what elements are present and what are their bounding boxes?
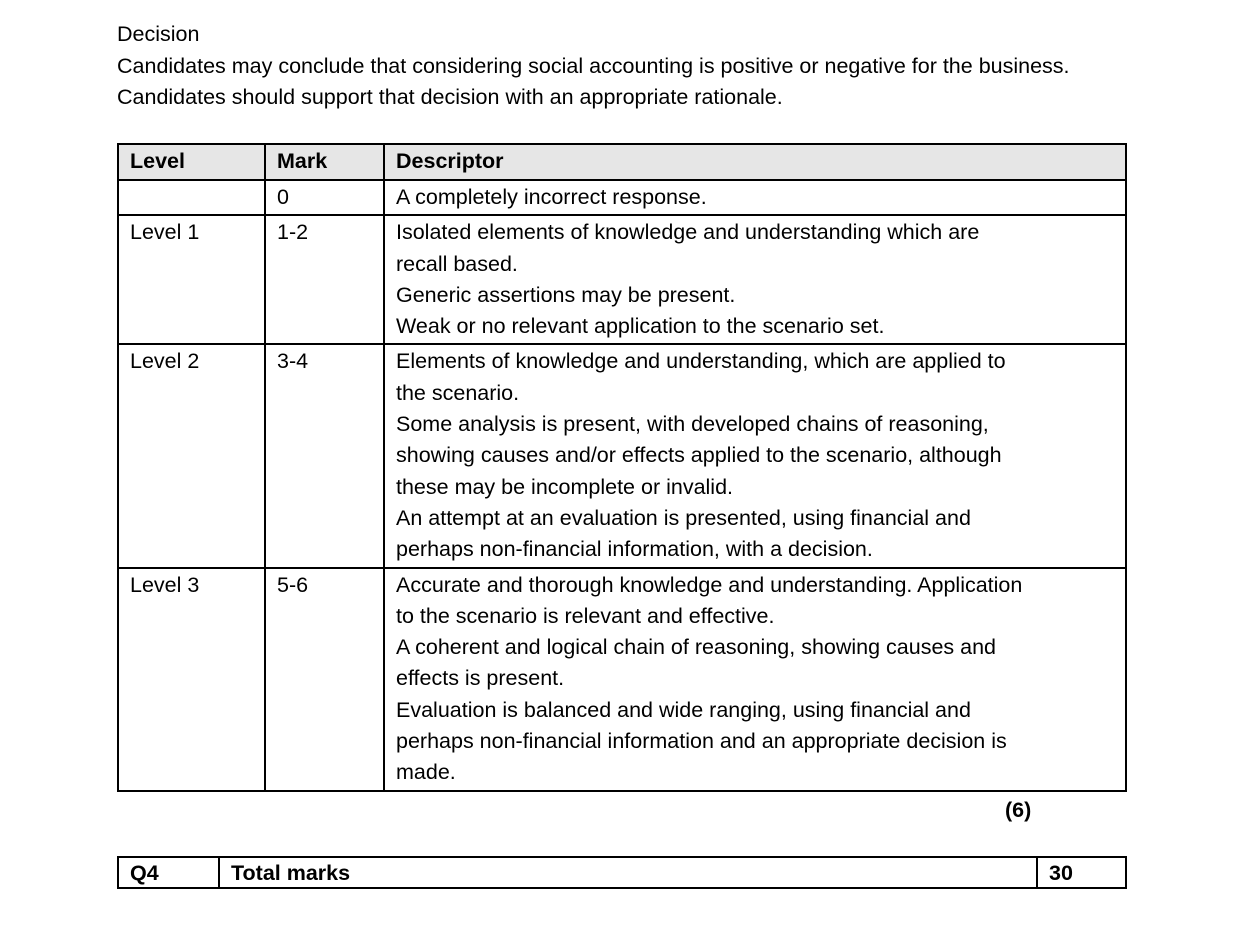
descriptor-line: the scenario. [396,380,520,405]
total-marks-table [117,856,1127,889]
table-row [118,180,1126,215]
section-heading: Decision [117,22,200,46]
total-value: 30 [1037,857,1126,888]
mark-cell: 1-2 [265,215,384,344]
descriptor-line: Elements of knowledge and understanding, which are applied to [396,349,1006,374]
table-row [118,344,1126,567]
question-number: Q4 [118,857,219,888]
intro [117,19,1070,114]
header-mark: Mark [265,144,384,180]
descriptor-line: Isolated elements of knowledge and understanding which are [396,220,980,245]
descriptor-line: An attempt at an evaluation is presented, using financial and [396,505,971,530]
mark-scheme-table [117,143,1127,792]
level-cell: Level 3 [118,568,265,791]
descriptor-line: Weak or no relevant application to the scenario set. [396,314,885,339]
level-cell [118,180,265,215]
mark-cell: 3-4 [265,344,384,567]
level-cell: Level 1 [118,215,265,344]
descriptor-line: Generic assertions may be present. [396,282,736,307]
descriptor-line: Accurate and thorough knowledge and understanding. Application [396,572,1023,597]
descriptor-cell [384,568,1126,791]
intro-line: Candidates should support that decision with an appropriate rationale. [117,85,783,109]
descriptor-line: perhaps non-financial information and an appropriate decision is [396,729,1007,754]
level-cell: Level 2 [118,344,265,567]
intro-line: Candidates may conclude that considering social accounting is positive or negative for the business. [117,53,1070,78]
descriptor-line: Evaluation is balanced and wide ranging, using financial and [396,697,971,722]
descriptor-line: to the scenario is relevant and effective. [396,603,775,628]
total-label: Total marks [219,857,1037,888]
marks-available: (6) [1005,798,1032,822]
descriptor-line: showing causes and/or effects applied to the scenario, although [396,443,1002,468]
descriptor-line: made. [396,760,456,785]
table-header-row [118,144,1126,180]
descriptor-line: A completely incorrect response. [396,185,707,209]
descriptor-cell [384,344,1126,567]
descriptor-line: these may be incomplete or invalid. [396,474,734,499]
descriptor-line: perhaps non-financial information, with a decision. [396,537,873,562]
descriptor-cell [384,180,1126,215]
descriptor-line: Some analysis is present, with developed chains of reasoning, [396,412,989,437]
descriptor-line: recall based. [396,251,518,276]
mark-cell: 5-6 [265,568,384,791]
descriptor-cell [384,215,1126,344]
total-row [118,857,1126,888]
header-level: Level [118,144,265,180]
descriptor-line: effects is present. [396,666,565,691]
mark-cell: 0 [265,180,384,215]
descriptor-line: A coherent and logical chain of reasoning, showing causes and [396,635,997,660]
table-row [118,568,1126,791]
header-descriptor: Descriptor [384,144,1126,180]
table-row [118,215,1126,344]
